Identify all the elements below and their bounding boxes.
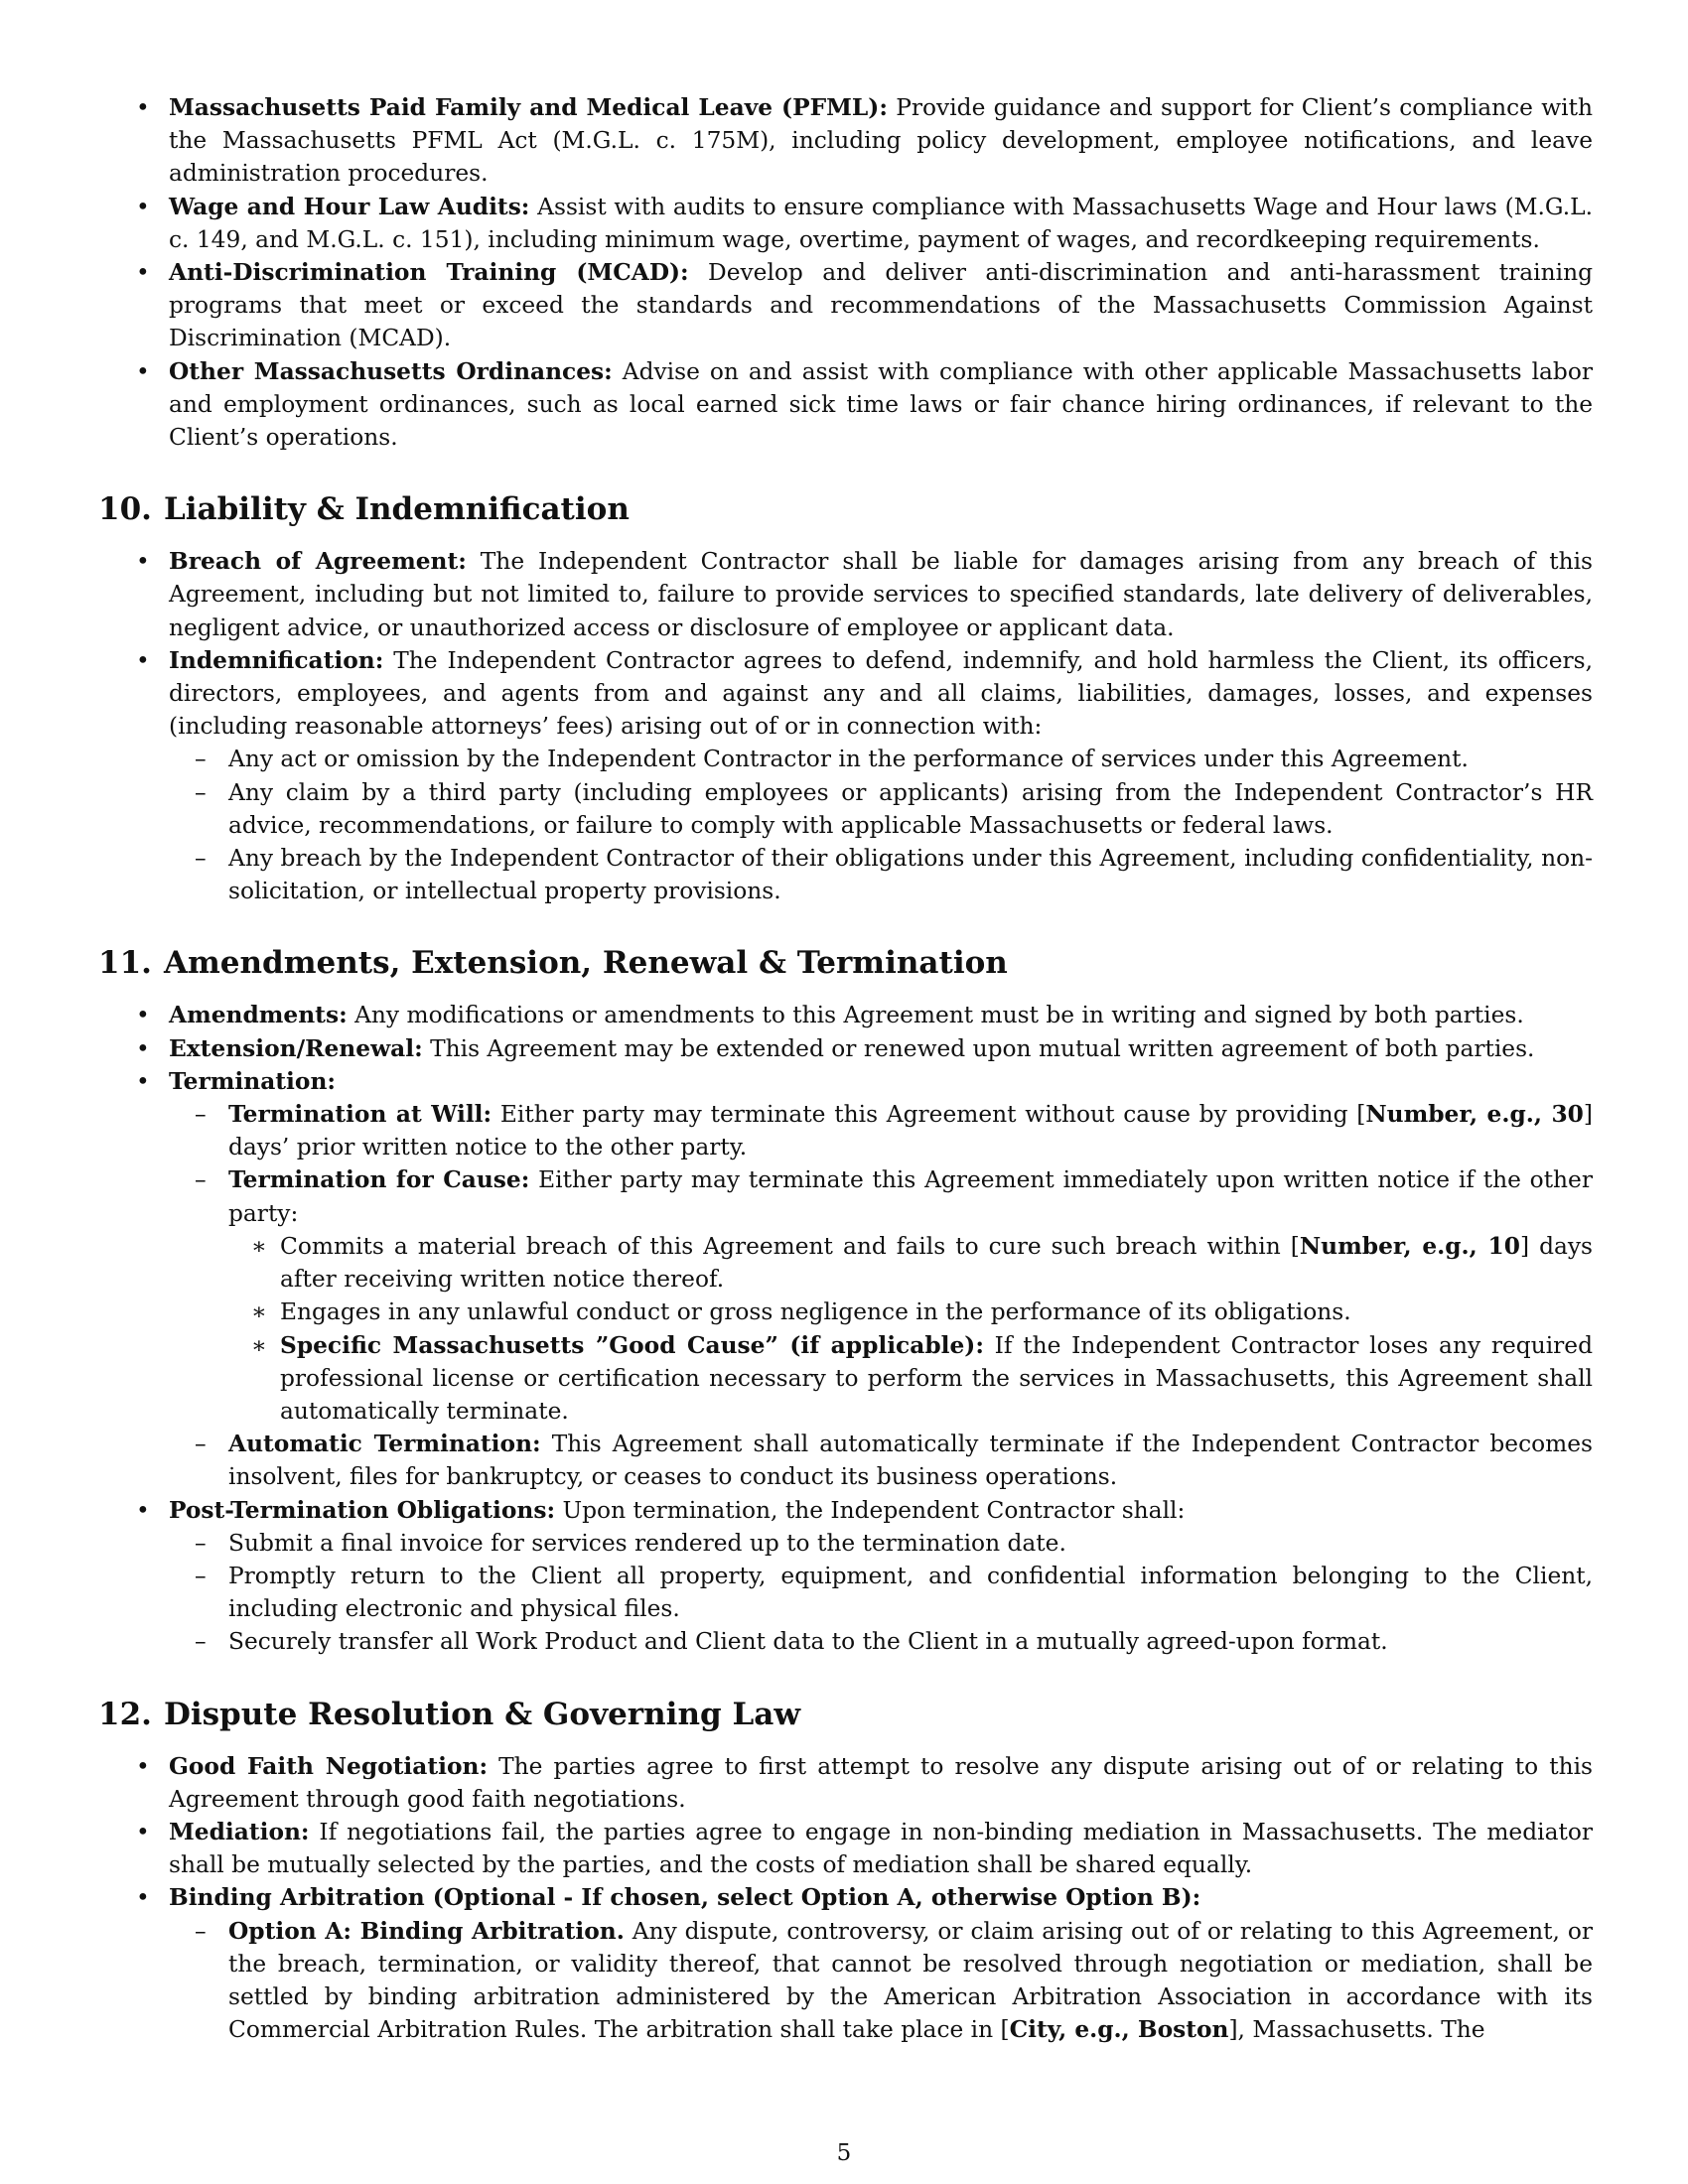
sublist-item: – Submit a final invoice for services rendered up to the termination date.: [169, 1527, 1593, 1560]
item-text: This Agreement shall automatically terminate if the Independent Contractor becomes insolvent, files for bankruptcy, or ceases to conduct its business operations.: [228, 1431, 1593, 1491]
list-item-post-termination: [98, 1494, 1593, 1659]
item-text: The Independent Contractor shall be liable for damages arising from any breach of this Agreement, including but not limited to, failure to provide services to specified standards, late delivery of deliverables, negligent advice, or unauthorized access or disclosure of employee or applicant data.: [169, 548, 1593, 641]
item-text: Any dispute, controversy, or claim arising out of or relating to this Agreement, or the breach, termination, or validity thereof, that cannot be resolved through negotiation or mediation, shall be settled by binding arbitration administered by the American Arbitration Association in accordance with its Commercial Arbitration Rules. The arbitration shall take place in [: [228, 1917, 1593, 2044]
item-text: Provide guidance and support for Client’s compliance with the Massachusetts PFML Act (M.G.L. c. 175M), including policy development, employee notifications, and leave administration procedures.: [169, 94, 1593, 188]
item-text: This Agreement may be extended or renewed upon mutual written agreement of both parties.: [422, 1034, 1535, 1062]
cause-sublist: [228, 1230, 1593, 1428]
section-heading-12: [98, 1695, 1593, 1734]
item-text: Either party may terminate this Agreement without cause by providing [: [492, 1101, 1366, 1129]
cause-item-material-breach: [228, 1230, 1593, 1296]
item-text: Either party may terminate this Agreement immediately upon written notice if the other party:: [228, 1166, 1593, 1227]
item-term: Option A: Binding Arbitration.: [228, 1917, 625, 1945]
section-title: Dispute Resolution & Governing Law: [163, 1696, 801, 1732]
item-term: Indemnification:: [169, 646, 384, 674]
indemnification-sublist: [169, 743, 1593, 907]
placeholder-value: Number, e.g., 30: [1365, 1101, 1584, 1129]
page-number: 5: [836, 2140, 852, 2166]
list-item-pfml: [98, 91, 1593, 191]
item-text: Assist with audits to ensure compliance with Massachusetts Wage and Hour laws (M.G.L. c. 149, and M.G.L. c. 151), including minimum wage, overtime, payment of wages, and recordkeeping requirements.: [169, 193, 1593, 253]
item-term: Massachusetts Paid Family and Medical Leave (PFML):: [169, 94, 888, 121]
list-item-good-faith: [98, 1750, 1593, 1816]
massachusetts-compliance-list: [98, 91, 1593, 454]
item-term: Post-Termination Obligations:: [169, 1496, 556, 1524]
list-item-mediation: [98, 1816, 1593, 1881]
item-term: Binding Arbitration (Optional - If chosen, select Option A, otherwise Option B):: [169, 1884, 1201, 1912]
item-text: If the Independent Contractor loses any required professional license or certification necessary to perform the services in Massachusetts, this Agreement shall automatically terminate.: [280, 1331, 1593, 1425]
item-text: Develop and deliver anti-discrimination and anti-harassment training programs that meet or exceed the standards and recommendations of the Massachusetts Commission Against Discrimination (MCAD).: [169, 259, 1593, 352]
sublist-item: – Any act or omission by the Independent Contractor in the performance of services under this Agreement.: [169, 743, 1593, 775]
item-text: ] days’ prior written notice to the other party.: [228, 1101, 1593, 1161]
item-text: Any modifications or amendments to this Agreement must be in writing and signed by both parties.: [347, 1002, 1524, 1029]
item-text: The Independent Contractor agrees to defend, indemnify, and hold harmless the Client, its officers, directors, employees, and agents from and against any and all claims, liabilities, damages, losses, and expenses (including reasonable attorneys’ fees) arising out of or in connection with:: [169, 646, 1593, 741]
item-term: Termination for Cause:: [228, 1166, 530, 1194]
arbitration-sublist: [169, 1915, 1593, 2047]
list-item-arbitration: [98, 1881, 1593, 2046]
item-term: Good Faith Negotiation:: [169, 1752, 489, 1780]
item-term: Breach of Agreement:: [169, 548, 467, 576]
section-title: Amendments, Extension, Renewal & Termination: [163, 945, 1008, 982]
list-item-other-ordinances: [98, 355, 1593, 455]
list-item-extension: [98, 1032, 1593, 1065]
sublist-item: – Any breach by the Independent Contractor of their obligations under this Agreement, including confidentiality, non-solicitation, or intellectual property provisions.: [169, 842, 1593, 907]
section-number: 11.: [98, 945, 152, 982]
document-content: [98, 91, 1593, 2046]
item-term: Specific Massachusetts ”Good Cause” (if applicable):: [280, 1331, 984, 1359]
sublist-item: – Securely transfer all Work Product and Client data to the Client in a mutually agreed-upon format.: [169, 1625, 1593, 1658]
item-text: Commits a material breach of this Agreement and fails to cure such breach within [: [280, 1232, 1300, 1260]
sublist-item-for-cause: [169, 1163, 1593, 1428]
sublist-item-automatic: [169, 1428, 1593, 1493]
item-text: Upon termination, the Independent Contractor shall:: [555, 1496, 1186, 1524]
list-item-amendments: [98, 999, 1593, 1031]
section-title: Liability & Indemnification: [163, 491, 630, 528]
list-item-anti-discrimination: [98, 256, 1593, 355]
item-term: Other Massachusetts Ordinances:: [169, 357, 613, 385]
item-term: Amendments:: [169, 1002, 348, 1029]
termination-sublist: [169, 1098, 1593, 1493]
list-item-termination: [98, 1065, 1593, 1494]
cause-item-unlawful-conduct: ∗ Engages in any unlawful conduct or gross negligence in the performance of its obligations.: [228, 1296, 1593, 1328]
item-text: Advise on and assist with compliance with other applicable Massachusetts labor and employment ordinances, such as local earned sick time laws or fair chance hiring ordinances, if relevant to the Client’s operations.: [169, 357, 1593, 452]
list-item-wage-hour: [98, 191, 1593, 256]
section-10-list: [98, 545, 1593, 907]
sublist-item-option-a: [169, 1915, 1593, 2047]
item-text: The parties agree to first attempt to resolve any dispute arising out of or relating to this Agreement through good faith negotiations.: [169, 1752, 1593, 1813]
item-text: ] days after receiving written notice thereof.: [280, 1232, 1593, 1294]
placeholder-value: Number, e.g., 10: [1299, 1232, 1520, 1260]
sublist-item: – Any claim by a third party (including employees or applicants) arising from the Independent Contractor’s HR advice, recommendations, or failure to comply with applicable Massachusetts or federal laws.: [169, 776, 1593, 842]
section-11-list: [98, 999, 1593, 1658]
section-number: 12.: [98, 1696, 152, 1732]
item-term: Mediation:: [169, 1818, 310, 1845]
sublist-item: – Promptly return to the Client all property, equipment, and confidential information belonging to the Client, including electronic and physical files.: [169, 1560, 1593, 1625]
item-text: ], Massachusetts. The: [1228, 2016, 1485, 2044]
placeholder-value: City, e.g., Boston: [1009, 2016, 1229, 2044]
cause-item-good-cause: [228, 1329, 1593, 1429]
section-12-list: [98, 1750, 1593, 2047]
section-heading-10: [98, 489, 1593, 529]
post-termination-sublist: [169, 1527, 1593, 1659]
list-item-breach: [98, 545, 1593, 644]
item-term: Wage and Hour Law Audits:: [169, 193, 530, 220]
sublist-item-at-will: [169, 1098, 1593, 1163]
item-term: Anti-Discrimination Training (MCAD):: [169, 259, 689, 287]
item-text: If negotiations fail, the parties agree to engage in non-binding mediation in Massachusetts. The mediator shall be mutually selected by the parties, and the costs of mediation shall be shared equally.: [169, 1818, 1593, 1879]
list-item-indemnification: [98, 644, 1593, 908]
item-term: Automatic Termination:: [228, 1431, 541, 1458]
section-number: 10.: [98, 491, 152, 528]
section-heading-11: [98, 943, 1593, 983]
item-term: Termination:: [169, 1067, 336, 1095]
item-term: Extension/Renewal:: [169, 1034, 423, 1062]
item-term: Termination at Will:: [228, 1101, 492, 1129]
